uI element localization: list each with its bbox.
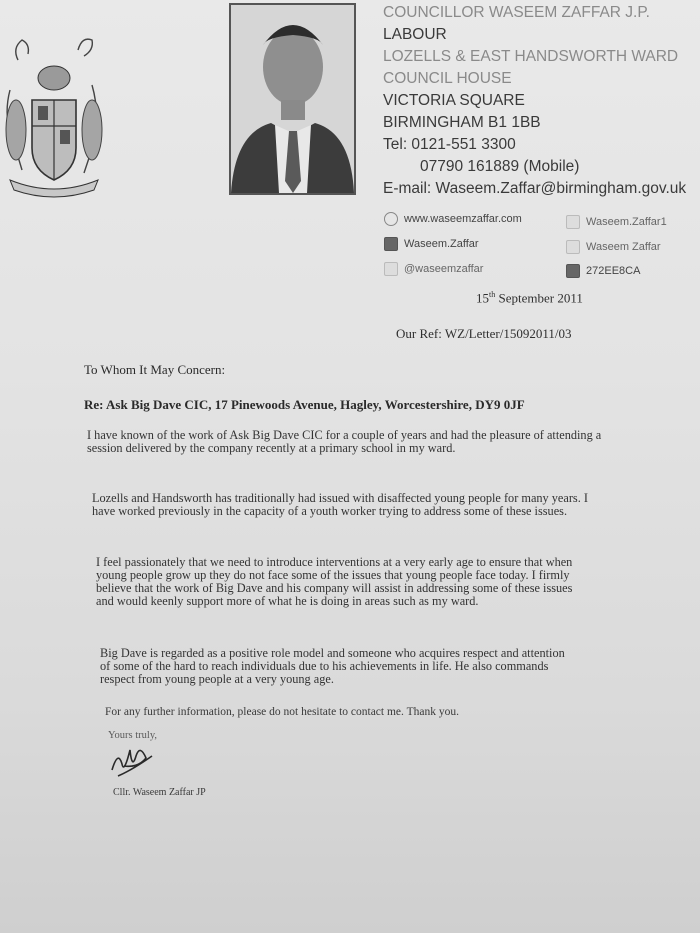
bbm-icon [566,264,580,278]
facebook-contact [384,237,479,251]
globe-icon [384,212,398,226]
signatory-name: Cllr. Waseem Zaffar JP [113,787,206,798]
party-name: LABOUR [383,26,447,43]
mobile-number: 07790 161889 (Mobile) [420,158,580,175]
signature [108,742,158,782]
coat-of-arms [0,30,108,200]
skype-text: Waseem.Zaffar1 [586,216,667,228]
councillor-photo [229,3,356,195]
paragraph-4: Big Dave is regarded as a positive role model and someone who acquires respect and attention of some of the hard to reach individuals due to his achievements in life. He also commands respect from young people at a very young age. [100,646,565,686]
website-contact [384,212,522,226]
letter-reference: Our Ref: WZ/Letter/15092011/03 [396,326,572,341]
ward-name: LOZELLS & EAST HANDSWORTH WARD [383,48,679,65]
councillor-name: COUNCILLOR WASEEM ZAFFAR J.P. [383,4,650,21]
paragraph-3: I feel passionately that we need to introduce interventions at a very early age to ensure that when young people grow up they do not face some of the issues that young people face today. I firmly believe that the work of Big Dave and his company will assist in addressing some of these issues and would keenly support more of what he is doing in areas such as my ward. [96,555,573,608]
bbm-text: 272EE8CA [586,265,641,277]
telephone: Tel: 0121-551 3300 [383,136,516,153]
skype-icon [566,215,580,229]
paragraph-1: I have known of the work of Ask Big Dave CIC for a couple of years and had the pleasure of attending a session delivered by the company recently at a primary school in my ward. [87,428,602,455]
website-text: www.waseemzaffar.com [404,213,522,225]
salutation: To Whom It May Concern: [84,362,226,377]
bbm-contact [566,264,640,278]
twitter-contact [384,262,483,276]
council-house: COUNCIL HOUSE [383,70,512,87]
skype-contact [566,215,667,229]
facebook-text: Waseem.Zaffar [404,238,479,250]
letter-date: 15th September 2011 [476,290,583,306]
facebook-icon [384,237,398,251]
twitter-icon [384,262,398,276]
email-address: E-mail: Waseem.Zaffar@birmingham.gov.uk [383,180,687,197]
linkedin-text: Waseem Zaffar [586,241,661,253]
paragraph-2: Lozells and Handsworth has traditionally had issued with disaffected young people for many years. I have worked previously in the capacity of a youth worker trying to address some of these issues. [92,491,588,518]
linkedin-icon [566,240,580,254]
subject-line: Re: Ask Big Dave CIC, 17 Pinewoods Avenue, Hagley, Worcestershire, DY9 0JF [84,397,525,412]
street-address: VICTORIA SQUARE [383,92,525,109]
city-postcode: BIRMINGHAM B1 1BB [383,114,541,131]
linkedin-contact [566,240,661,254]
paragraph-5: For any further information, please do not hesitate to contact me. Thank you. [105,706,459,718]
letterhead-address [383,2,686,200]
closing: Yours truly, [108,730,158,741]
twitter-text: @waseemzaffar [404,263,484,275]
